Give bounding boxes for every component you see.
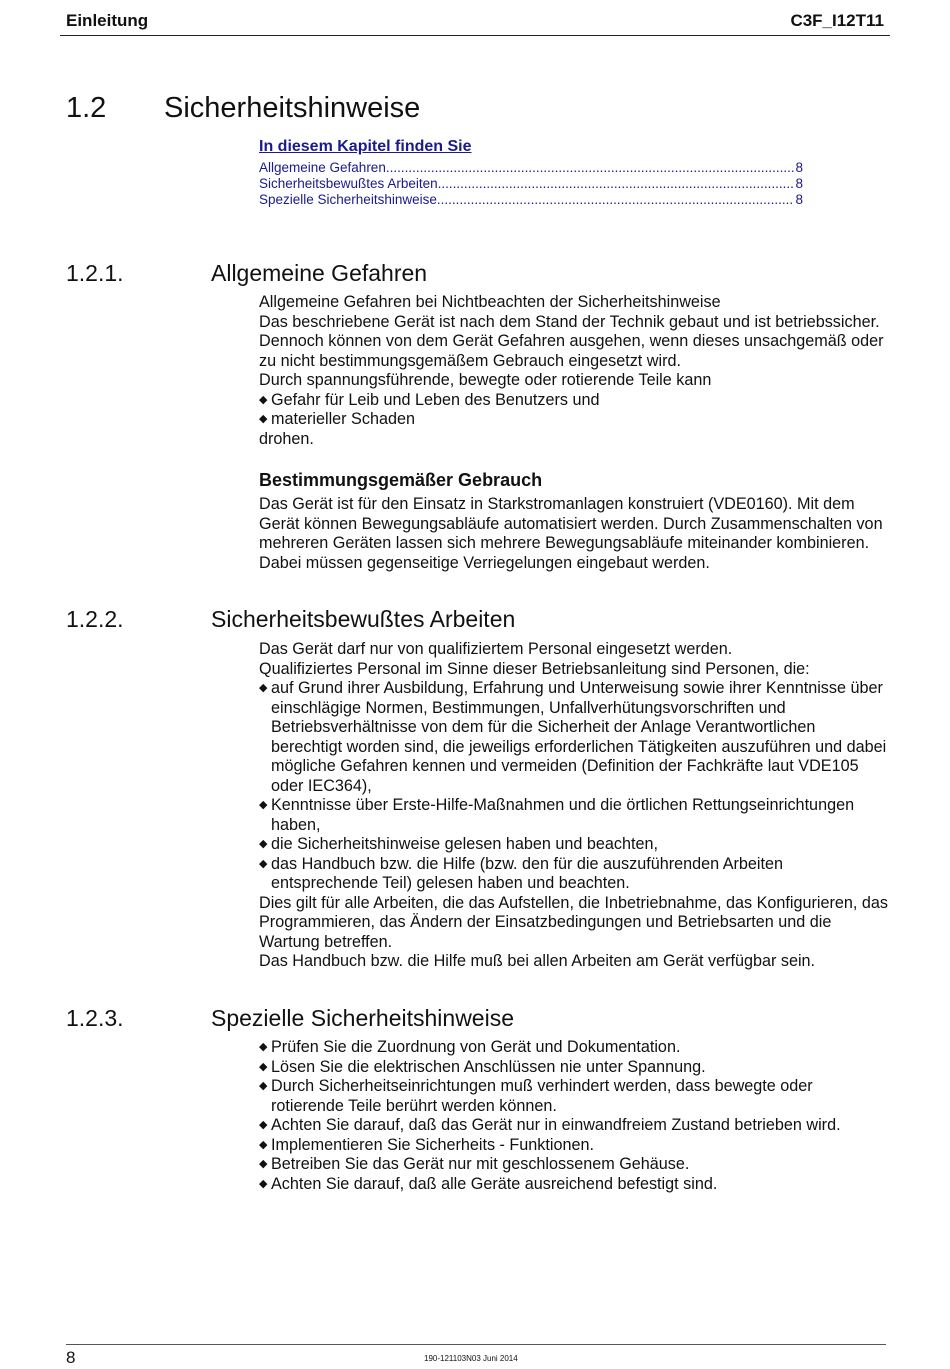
toc-leader (386, 160, 795, 176)
bullet-item: ◆ Lösen Sie die elektrischen Anschlüssen nie unter Spannung. (259, 1057, 706, 1076)
bullet-diamond-icon: ◆ (259, 1060, 268, 1073)
toc-leader (438, 176, 795, 192)
bullet-item: ◆ Achten Sie darauf, daß das Gerät nur in einwandfreiem Zustand betrieben wird. (259, 1116, 841, 1134)
toc-entry-label[interactable]: Allgemeine Gefahren (259, 160, 386, 175)
bullet-item: ◆ auf Grund ihrer Ausbildung, Erfahrung und Unterweisung sowie ihrer Kenntnisse über einschlägige Normen, Bestimmungen, Unfallverhütungsvorschriften und Betriebsverhältnisse von dem für die Sicherheit der Anlage Verantwortlichen berechtigt worden sind, die jeweiligs erforderlichen Tätigkeiten auszuführen und dabei mögliche Gefahren kennen und vermeiden (Definition der Fachkräfte laut VDE105 oder IEC364), (259, 679, 887, 795)
paragraph: Das Gerät ist für den Einsatz in Starkstromanlagen konstruiert (VDE0160). Mit dem Gerät können Bewegungsabläufe automatisiert werden. Durch Zusammenschalten von mehreren Geräten lassen sich mehrere Bewegungsabläufe miteinander kombinieren. Dabei müssen gegenseitige Verriegelungen eingebaut werden. (259, 495, 883, 572)
bullet-item: ◆ Achten Sie darauf, daß alle Geräte ausreichend befestigt sind. (259, 1174, 718, 1193)
toc-entry-label[interactable]: Sicherheitsbewußtes Arbeiten (259, 176, 438, 191)
bullet-item: ◆ das Handbuch bzw. die Hilfe (bzw. den für die auszuführenden Arbeiten entsprechende Teil) gelesen haben und beachten. (259, 854, 784, 892)
toc-entry[interactable] (259, 176, 803, 192)
bullet-item: ◆ Gefahr für Leib und Leben des Benutzers und (259, 390, 600, 409)
bullet-diamond-icon: ◆ (259, 413, 268, 425)
bullet-item: ◆ Implementieren Sie Sicherheits - Funktionen. (259, 1135, 595, 1154)
bullet-item: ◆ Prüfen Sie die Zuordnung von Gerät und Dokumentation. (259, 1038, 681, 1056)
subsection-number: 1.2.2. (66, 606, 124, 632)
bullet-diamond-icon: ◆ (259, 1041, 268, 1053)
bullet-diamond-icon: ◆ (259, 1138, 268, 1151)
header-rule (60, 35, 890, 36)
toc-list (259, 160, 803, 208)
subsection-number: 1.2.3. (66, 1005, 124, 1031)
paragraph: Das Handbuch bzw. die Hilfe muß bei allen Arbeiten am Gerät verfügbar sein. (259, 952, 816, 970)
section-title: Sicherheitshinweise (164, 92, 421, 124)
bullet-diamond-icon: ◆ (259, 393, 268, 406)
toc-entry[interactable] (259, 192, 803, 208)
toc-entry-page[interactable]: 8 (795, 192, 803, 207)
subsection-title: Allgemeine Gefahren (211, 260, 428, 286)
bullet-diamond-icon: ◆ (259, 1177, 268, 1190)
bullet-item: ◆ Durch Sicherheitseinrichtungen muß verhindert werden, dass bewegte oder rotierende Teile berührt werden können. (259, 1077, 813, 1115)
paragraph: Dies gilt für alle Arbeiten, die das Aufstellen, die Inbetriebnahme, das Konfigurieren, das Programmieren, das Ändern der Einsatzbedingungen und Betriebsarten und die Wartung betreffen. (259, 893, 888, 951)
bullet-diamond-icon: ◆ (259, 682, 268, 694)
subsection-title: Spezielle Sicherheitshinweise (211, 1005, 514, 1031)
bullet-item: ◆ Kenntnisse über Erste-Hilfe-Maßnahmen und die örtlichen Rettungseinrichtungen haben, (259, 796, 855, 834)
bullet-item: ◆ die Sicherheitshinweise gelesen haben und beachten, (259, 835, 658, 853)
subsection-title: Sicherheitsbewußtes Arbeiten (211, 606, 516, 632)
special-safety-list (259, 1038, 889, 1194)
general-dangers-text (259, 293, 889, 449)
paragraph: Allgemeine Gefahren bei Nichtbeachten der Sicherheitshinweise (259, 293, 721, 311)
header-doc-id: C3F_I12T11 (790, 11, 884, 30)
toc-entry-page[interactable]: 8 (795, 176, 803, 191)
bullet-diamond-icon: ◆ (259, 799, 268, 811)
toc-entry-page[interactable]: 8 (795, 160, 803, 175)
toc-leader (437, 192, 795, 208)
bullet-diamond-icon: ◆ (259, 857, 268, 870)
toc-entry[interactable] (259, 160, 803, 176)
paragraph: drohen. (259, 429, 314, 448)
bullet-item: ◆ materieller Schaden (259, 410, 415, 428)
footer-rule (66, 1344, 886, 1345)
safe-work-text (259, 640, 889, 972)
bullet-item: ◆ Betreiben Sie das Gerät nur mit geschlossenem Gehäuse. (259, 1155, 690, 1173)
paragraph: Qualifiziertes Personal im Sinne dieser Betriebsanleitung sind Personen, die: (259, 659, 810, 678)
bullet-diamond-icon: ◆ (259, 1119, 268, 1131)
footer-doc-number: 190-121103N03 Juni 2014 (424, 1354, 518, 1363)
toc-heading[interactable]: In diesem Kapitel finden Sie (259, 138, 472, 155)
intended-use-heading: Bestimmungsgemäßer Gebrauch (259, 470, 543, 490)
toc-entry-label[interactable]: Spezielle Sicherheitshinweise (259, 192, 437, 207)
section-number: 1.2 (66, 92, 107, 124)
header-chapter: Einleitung (66, 11, 149, 30)
subsection-number: 1.2.1. (66, 260, 124, 286)
intended-use-text (259, 495, 889, 573)
paragraph: Durch spannungsführende, bewegte oder rotierende Teile kann (259, 371, 712, 389)
bullet-diamond-icon: ◆ (259, 1158, 268, 1170)
paragraph: Das beschriebene Gerät ist nach dem Stand der Technik gebaut und ist betriebssicher. Dennoch können von dem Gerät Gefahren ausgehen, wenn dieses unsachgemäß oder zu nicht bestimmungsgemäßem Gebrauch eingesetzt wird. (259, 312, 884, 370)
bullet-diamond-icon: ◆ (259, 838, 268, 850)
page-number: 8 (66, 1348, 76, 1367)
bullet-diamond-icon: ◆ (259, 1080, 268, 1092)
paragraph: Das Gerät darf nur von qualifiziertem Personal eingesetzt werden. (259, 640, 733, 658)
